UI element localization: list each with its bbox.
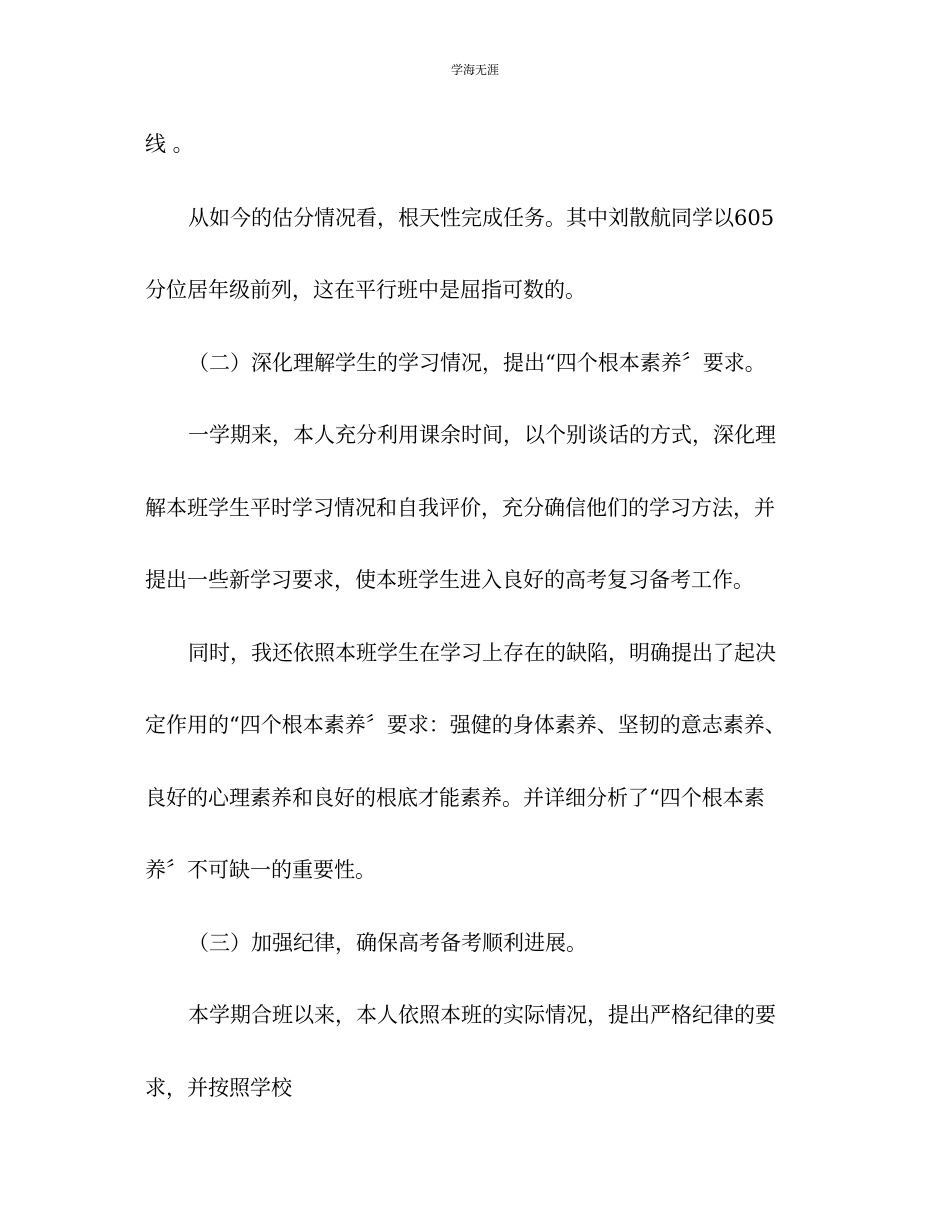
text-line-9: 定作用的“四个根本素养〞要求：强健的身体素养、坚韧的意志素养、 — [145, 713, 786, 737]
text-line-6: 解本班学生平时学习情况和自我评价，充分确信他们的学习方法，并 — [145, 496, 775, 520]
page-header: 学海无涯 — [450, 63, 499, 77]
text-line-7: 提出一些新学习要求，使本班学生进入良好的高考复习备考工作。 — [145, 568, 754, 592]
text-line-10: 良好的心理素养和良好的根底才能素养。并详细分析了“四个根本素 — [145, 786, 765, 810]
text-line-12: （三）加强纪律，确保高考备考顺利进展。 — [188, 931, 587, 955]
text-line-11: 养〞不可缺一的重要性。 — [145, 858, 376, 882]
text-line-14: 求，并按照学校 — [145, 1076, 292, 1100]
text-line-13: 本学期合班以来，本人依照本班的实际情况，提出严格纪律的要 — [188, 1003, 776, 1027]
text-line-5: 一学期来，本人充分利用课余时间，以个别谈话的方式，深化理 — [188, 423, 776, 447]
text-line-2: 从如今的估分情况看，根天性完成任务。其中刘散航同学以605 — [188, 206, 775, 230]
text-line-3: 分位居年级前列，这在平行班中是屈指可数的。 — [145, 278, 586, 302]
text-line-4: （二）深化理解学生的学习情况，提出“四个根本素养〞要求。 — [188, 351, 766, 375]
text-line-1: 线 。 — [145, 132, 194, 156]
text-line-8: 同时，我还依照本班学生在学习上存在的缺陷，明确提出了起决 — [188, 641, 776, 665]
